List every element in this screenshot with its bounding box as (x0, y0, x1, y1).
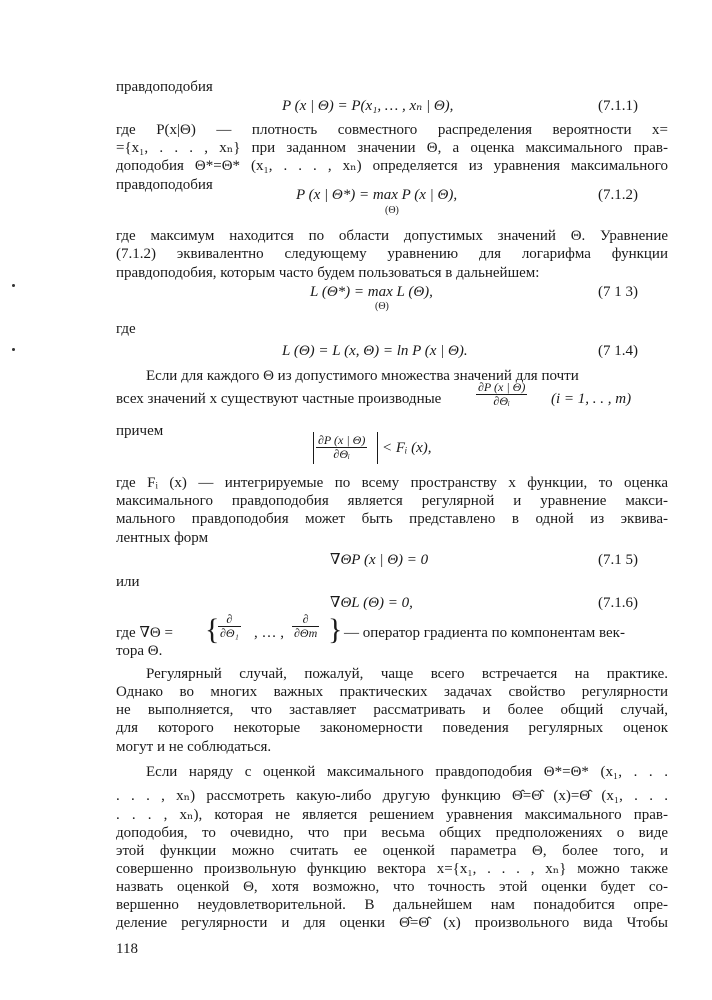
fraction-denominator: ∂Θᵢ (333, 447, 350, 461)
left-brace: { (205, 613, 220, 646)
partial-derivative-fraction (476, 381, 527, 408)
fraction-numerator: ∂ (218, 613, 241, 627)
equation-number: (7.1.2) (598, 187, 638, 203)
text-line: назвать оценкой Θ, хотя возможно, что точность этой оценки будет со- (116, 879, 668, 895)
equation-7-1-4: L (Θ) = L (x, Θ) = ln P (x | Θ). (282, 343, 468, 359)
text-line: правдоподобия, которым часто будем пользоваться в дальнейшем: (116, 265, 540, 281)
text-line: где Fᵢ (x) — интегрируемые по всему пространству x функции, то оценка (116, 475, 668, 491)
inequality-rhs: < Fᵢ (x), (382, 440, 432, 456)
absolute-value-bar (313, 432, 314, 464)
margin-speck (12, 284, 15, 287)
text-line: совершенно произвольную функцию вектора x={x₁, . . . , xₙ} можно также (116, 861, 668, 877)
text-line: где (116, 321, 136, 337)
gradient-ellipsis: , … , (254, 625, 284, 641)
text-line: . . . , xₙ) рассмотреть какую-либо другую функцию Θ̂=Θ̂ (x)=Θ̂ (x₁, . . . (116, 788, 668, 804)
text-line: или (116, 574, 140, 590)
right-brace: } (328, 613, 343, 646)
equation-number: (7 1.4) (598, 343, 638, 359)
text-line: правдоподобия (116, 177, 213, 193)
max-subscript: (Θ) (385, 205, 399, 216)
fraction-numerator: ∂ (292, 613, 319, 627)
equation-7-1-3: L (Θ*) = max L (Θ), (310, 284, 433, 300)
equation-7-1-2: P (x | Θ*) = max P (x | Θ), (296, 187, 458, 203)
text-line: . . . , xₙ), которая не является решением уравнения максимального прав- (116, 807, 668, 823)
absolute-value-bar (377, 432, 378, 464)
gradient-component-fraction (218, 613, 241, 640)
margin-speck (12, 348, 15, 351)
fraction-denominator: ∂Θ₁ (220, 626, 239, 640)
text-line: правдоподобия (116, 79, 213, 95)
text-line: (7.1.2) эквивалентно следующему уравнению для логарифма функции (116, 246, 668, 262)
text-line: причем (116, 423, 164, 439)
text-line: Если наряду с оценкой максимального правдоподобия Θ*=Θ* (x₁, . . . (146, 764, 668, 780)
page-number: 118 (116, 941, 138, 957)
text-line: деление регулярности и для оценки Θ̂=Θ̂ (x) произвольного вида Чтобы (116, 915, 668, 931)
text-line: ={x₁, . . . , xₙ} при заданном значении Θ, а оценка максимального прав- (116, 140, 668, 156)
partial-derivative-fraction (316, 434, 367, 461)
fraction-denominator: ∂Θm (294, 626, 318, 640)
text-line: всех значений x существуют частные производные (116, 391, 442, 407)
equation-7-1-5: ∇ΘP (x | Θ) = 0 (330, 552, 429, 568)
equation-number: (7.1.6) (598, 595, 638, 611)
text-line: где максимум находится по области допустимых значений Θ. Уравнение (116, 228, 668, 244)
text-line: этой функции можно считать ее оценкой параметра Θ, более того, и (116, 843, 668, 859)
equation-number: (7 1 3) (598, 284, 638, 300)
text-line: максимального правдоподобия является регулярной и уравнение макси- (116, 493, 668, 509)
text-line: не выполняется, что заставляет рассматривать и более общий случай, (116, 702, 668, 718)
fraction-denominator: ∂Θᵢ (493, 394, 510, 408)
text-line: доподобия Θ*=Θ* (x₁, . . . , xₙ) определяется из уравнения максимального (116, 158, 668, 174)
fraction-numerator: ∂P (x | Θ) (478, 380, 526, 394)
text-line: тора Θ. (116, 643, 163, 659)
index-range: (i = 1, . . , m) (551, 391, 632, 407)
gradient-component-fraction (292, 613, 319, 640)
max-subscript: (Θ) (375, 301, 389, 312)
equation-number: (7.1 5) (598, 552, 638, 568)
text-line: мального правдоподобия может быть представлено в одной из эквива- (116, 511, 668, 527)
text-line: где P(x|Θ) — плотность совместного распределения вероятности x= (116, 122, 668, 138)
text-line: лентных форм (116, 530, 209, 546)
text-line: Однако во многих важных практических задачах свойство регулярности (116, 684, 668, 700)
text-line: Если для каждого Θ из допустимого множества значений для почти (146, 368, 579, 384)
gradient-description: — оператор градиента по компонентам век- (344, 625, 625, 641)
gradient-lead: где ∇Θ = (116, 625, 173, 641)
fraction-numerator: ∂P (x | Θ) (318, 433, 366, 447)
equation-7-1-6: ∇ΘL (Θ) = 0, (330, 595, 413, 611)
text-line: для которого некоторые закономерности поведения регулярных оценок (116, 720, 668, 736)
text-line: доподобия, то очевидно, что при весьма общих предположениях о виде (116, 825, 668, 841)
text-line: вершенно неудовлетворительной. В дальнейшем нам понадобится опре- (116, 897, 668, 913)
equation-7-1-1: P (x | Θ) = P(x₁, … , xₙ | Θ), (282, 98, 454, 114)
text-line: могут и не соблюдаться. (116, 739, 272, 755)
text-line: Регулярный случай, пожалуй, чаще всего встречается на практике. (146, 666, 668, 682)
equation-number: (7.1.1) (598, 98, 638, 114)
